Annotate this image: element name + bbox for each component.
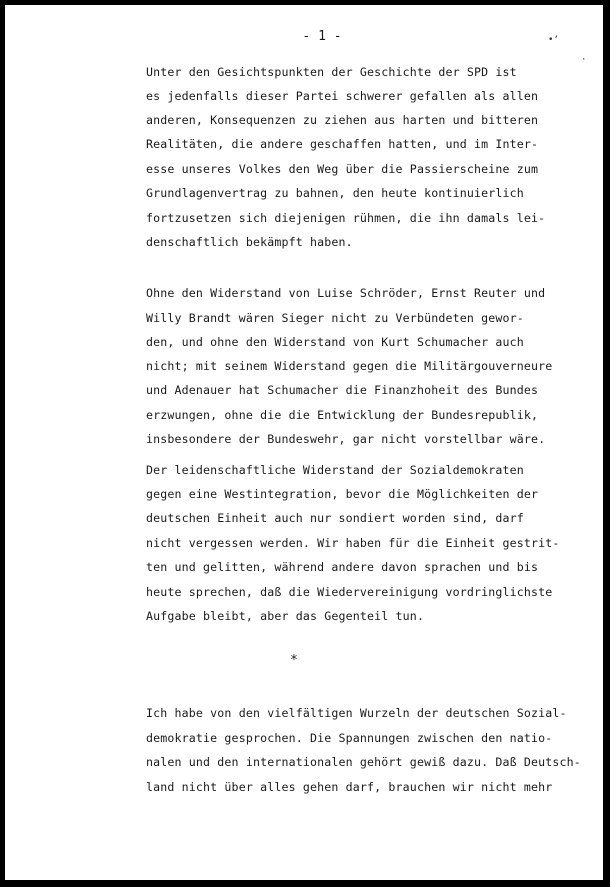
text-line: Realitäten, die andere geschaffen hatten, und im Inter-	[146, 137, 539, 151]
text-line: denschaftlich bekämpft haben.	[146, 235, 353, 249]
scan-mark: •ʼ	[548, 35, 559, 45]
text-line: heute sprechen, daß die Wiedervereinigung vordringlichste	[146, 585, 553, 599]
text-line: deutschen Einheit auch nur sondiert worden sind, darf	[146, 511, 524, 525]
text-line: Unter den Gesichtspunkten der Geschichte der SPD ist	[146, 65, 517, 79]
text-line: insbesondere der Bundeswehr, gar nicht vorstellbar wäre.	[146, 432, 546, 446]
text-line: fortzusetzen sich diejenigen rühmen, die ihn damals lei-	[146, 211, 546, 225]
text-line: anderen, Konsequenzen zu ziehen aus harten und bitteren	[146, 113, 539, 127]
text-line: nicht; mit seinem Widerstand gegen die Militärgouverneure	[146, 359, 553, 373]
scan-mark: ·	[581, 55, 587, 65]
section-separator: *	[290, 653, 298, 668]
text-line: land nicht über alles gehen darf, brauchen wir nicht mehr	[146, 780, 553, 794]
text-line: erzwungen, ohne die die Entwicklung der Bundesrepublik,	[146, 408, 539, 422]
text-line: Ich habe von den vielfältigen Wurzeln der deutschen Sozial-	[146, 706, 567, 720]
text-line: esse unseres Volkes den Weg über die Passierscheine zum	[146, 162, 539, 176]
text-line: ten und gelitten, während andere davon sprachen und bis	[146, 560, 539, 574]
page-number: - 1 -	[302, 29, 342, 44]
text-line: Aufgabe bleibt, aber das Gegenteil tun.	[146, 609, 425, 623]
text-line: es jedenfalls dieser Partei schwerer gefallen als allen	[146, 89, 539, 103]
text-line: demokratie gesprochen. Die Spannungen zwischen den natio-	[146, 731, 553, 745]
text-line: nicht vergessen werden. Wir haben für die Einheit gestrit-	[146, 536, 560, 550]
text-line: Der leidenschaftliche Widerstand der Sozialdemokraten	[146, 463, 524, 477]
text-line: Grundlagenvertrag zu bahnen, den heute kontinuierlich	[146, 186, 524, 200]
text-line: gegen eine Westintegration, bevor die Möglichkeiten der	[146, 487, 539, 501]
text-line: nalen und den internationalen gehört gewiß dazu. Daß Deutsch-	[146, 755, 581, 769]
text-line: und Adenauer hat Schumacher die Finanzhoheit des Bundes	[146, 383, 539, 397]
text-line: den, und ohne den Widerstand von Kurt Schumacher auch	[146, 335, 524, 349]
text-line: Willy Brandt wären Sieger nicht zu Verbündeten gewor-	[146, 311, 524, 325]
document-page	[5, 5, 603, 880]
text-line: Ohne den Widerstand von Luise Schröder, Ernst Reuter und	[146, 286, 546, 300]
